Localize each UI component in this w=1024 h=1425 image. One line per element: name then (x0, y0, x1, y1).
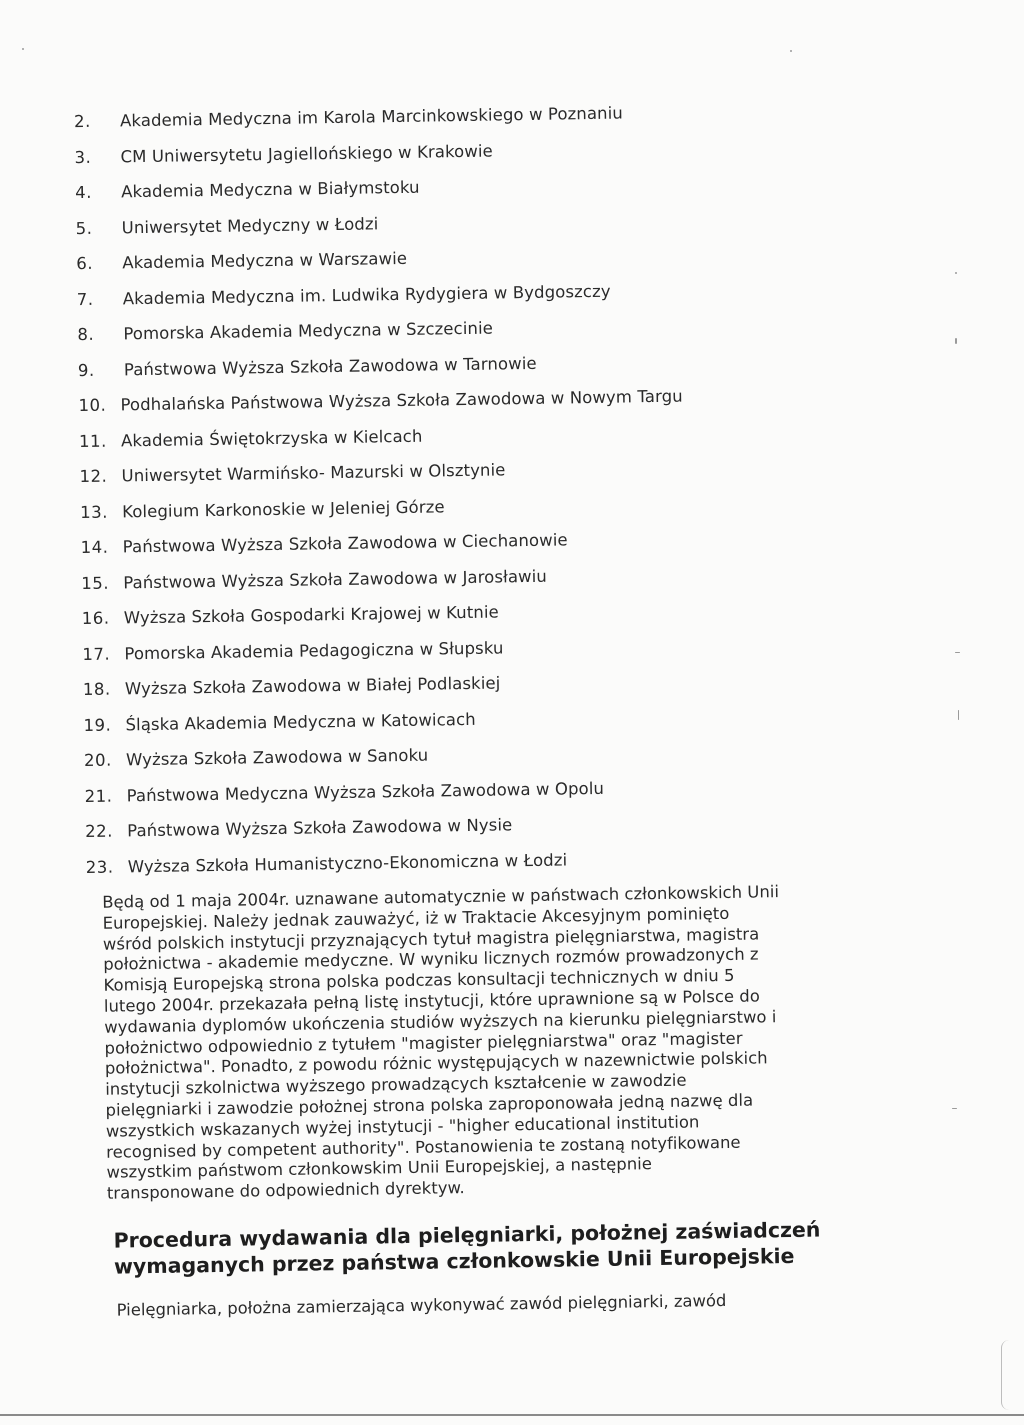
scan-speck (958, 710, 959, 720)
list-item-number: 19. (83, 715, 112, 735)
list-item-number: 15. (81, 573, 110, 593)
list-item-text: CM Uniwersytetu Jagiellońskiego w Krakowie (120, 141, 493, 166)
list-item-number: 14. (80, 537, 109, 558)
list-item-number: 23. (85, 857, 114, 877)
scan-speck (22, 48, 24, 50)
list-item-text: Akademia Świętokrzyska w Kielcach (120, 426, 423, 450)
list-item-text: Uniwersytet Medyczny w Łodzi (121, 213, 379, 237)
list-item-text: Akademia Medyczna w Białymstoku (120, 177, 420, 202)
list-item-text: Akademia Medyczna w Warszawie (122, 248, 408, 273)
list-item-number: 10. (78, 395, 107, 416)
list-item-number: 20. (83, 750, 112, 771)
list-item-number: 17. (82, 644, 111, 664)
list-item-number: 7. (76, 289, 94, 309)
list-item-text: Akademia Medyczna im Karola Marcinkowskiego w Poznaniu (119, 103, 624, 131)
list-item-text: Wyższa Szkoła Zawodowa w Białej Podlaskiej (124, 673, 501, 699)
institution-list (74, 91, 906, 885)
list-item-number: 4. (74, 182, 93, 203)
list-item-number: 6. (76, 253, 94, 274)
list-item-number: 3. (74, 147, 92, 167)
list-item-number: 8. (77, 324, 95, 345)
list-item-number: 22. (85, 821, 114, 842)
scan-speck (955, 338, 957, 344)
scan-speck (952, 1108, 957, 1109)
scan-bottom-line (0, 1414, 1024, 1416)
list-item-text: Państwowa Wyższa Szkoła Zawodowa w Jarosławiu (123, 566, 548, 592)
list-item-text: Wyższa Szkoła Gospodarki Krajowej w Kutnie (123, 602, 499, 628)
scan-speck (955, 652, 960, 653)
list-item-text: Akademia Medyczna im. Ludwika Rydygiera w Bydgoszczy (122, 281, 611, 308)
scan-page-edge (1001, 1340, 1010, 1410)
list-item-text: Podhalańska Państwowa Wyższa Szkoła Zawodowa w Nowym Targu (120, 386, 683, 415)
list-item-number: 5. (75, 218, 93, 238)
list-item-number: 2. (73, 111, 91, 132)
list-item-number: 12. (79, 466, 108, 487)
list-item-text: Pomorska Akademia Medyczna w Szczecinie (123, 318, 494, 344)
list-item-text: Wyższa Szkoła Zawodowa w Sanoku (125, 745, 429, 770)
list-item-text: Wyższa Szkoła Humanistyczno-Ekonomiczna w Łodzi (127, 849, 568, 876)
list-item-number: 16. (81, 608, 110, 629)
list-item-text: Pomorska Akademia Pedagogiczna w Słupsku (124, 637, 504, 663)
body-paragraph: Będą od 1 maja 2004r. uznawane automatycznie w państwach członkowskich Unii Europejskiej. Należy jednak zauważyć, iż w Traktacie Akcesyjnym pominięto wśród polskich instytucji przyznających tytuł magistra pielęgniarstwa, magistra położnictwa - akademie medyczne. W wyniku licznych rozmów prowadzonych z Komisją Europejską strona polska podczas konsultacji technicznych w dniu 5 lutego 2004r. przekazała pełną listę instytucji, które uprawnione są w Polsce do wydawania dyplomów ukończenia studiów wyższych na kierunku pielęgniarstwo i położnictwo odpowiednio z tytułem "magister pielęgniarstwa" oraz "magister położnictwa". Ponadto, z powodu różnic występujących w nazewnictwie polskich instytucji szkolnictwa wyższego prowadzących kształcenie w zawodzie pielęgniarki i zawodzie położnej strona polska zaproponowała jedną nazwę dla wszystkich wskazanych wyżej instytucji - "higher educational institution recognised by competent authority". Postanowienia te zostaną notyfikowane wszystkim państwom członkowskim Unii Europejskiej, a następnie transponowane do odpowiednich dyrektyw. (102, 882, 780, 1203)
list-item-text: Państwowa Wyższa Szkoła Zawodowa w Ciechanowie (122, 530, 568, 557)
scan-speck (955, 272, 957, 274)
list-item-number: 11. (78, 431, 107, 451)
section-heading: Procedura wydawania dla pielęgniarki, położnej zaświadczeń wymaganych przez państwa członkowskie Unii Europejskie (113, 1217, 821, 1279)
list-item-text: Kolegium Karkonoskie w Jeleniej Górze (122, 496, 445, 521)
list-item-number: 9. (77, 360, 95, 380)
list-item-text: Śląska Akademia Medyczna w Katowicach (125, 709, 476, 734)
list-item-number: 13. (80, 502, 109, 522)
list-item-text: Uniwersytet Warmińsko- Mazurski w Olsztynie (121, 460, 506, 486)
list-item-number: 21. (84, 786, 113, 806)
list-item-text: Państwowa Wyższa Szkoła Zawodowa w Tarnowie (123, 353, 537, 379)
section-first-line: Pielęgniarka, położna zamierzająca wykonywać zawód pielęgniarki, zawód (116, 1290, 727, 1320)
list-item-number: 18. (82, 679, 111, 700)
list-item-text: Państwowa Wyższa Szkoła Zawodowa w Nysie (127, 815, 513, 841)
scan-speck (790, 50, 792, 52)
list-item-text: Państwowa Medyczna Wyższa Szkoła Zawodowa w Opolu (126, 778, 605, 805)
